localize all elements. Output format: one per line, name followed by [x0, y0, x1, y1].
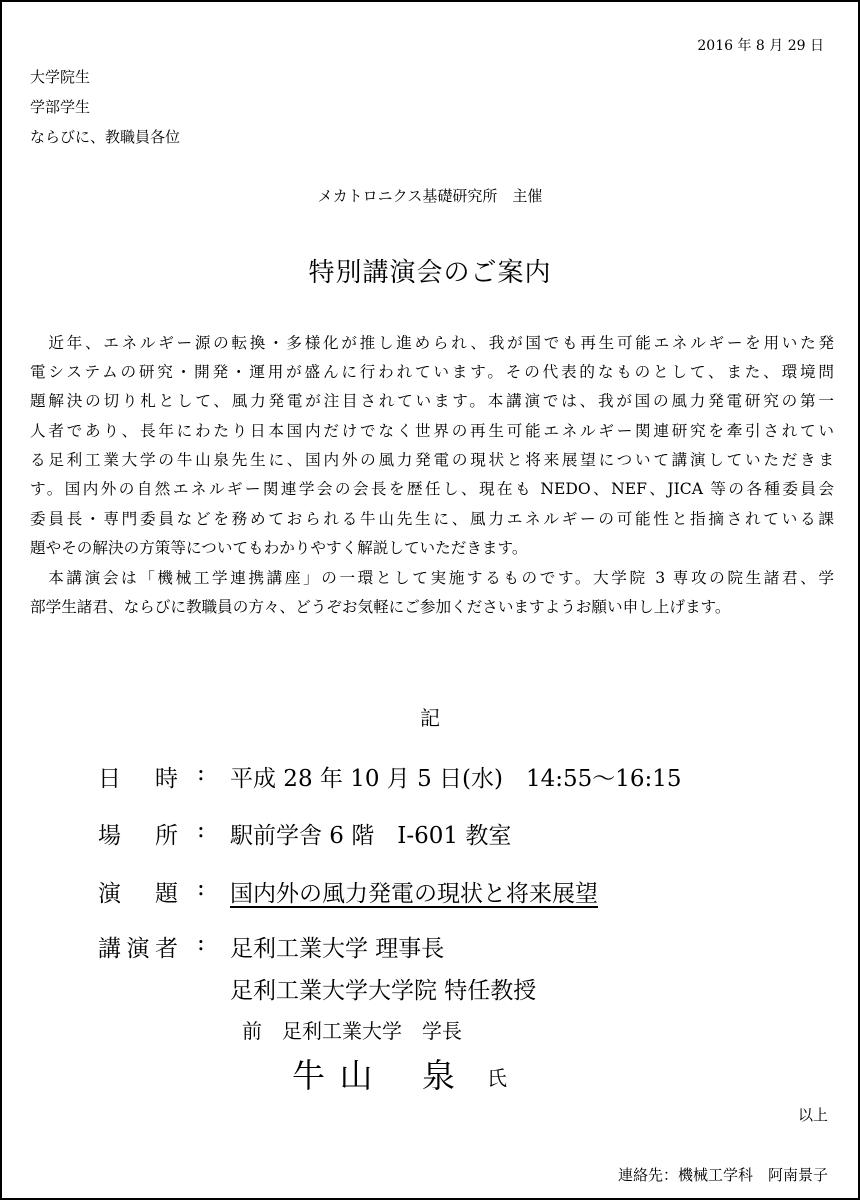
body-text-line: 人者であり、長年にわたり日本国内だけでなく世界の再生可能エネルギー関連研究を牽引されてい [30, 422, 834, 440]
speaker-affiliation: 足利工業大学 理事長 [230, 936, 445, 962]
body-text-line: 近年、エネルギー源の転換・多様化が推し進められ、我が国でも再生可能エネルギーを用いた発 [30, 334, 834, 352]
topic-row [2, 875, 860, 909]
body-text-line: 題解決の切り札として、風力発電が注目されています。本講演では、我が国の風力発電研究の第一 [30, 392, 834, 410]
contact-info: 連絡先：機械工学科 阿南景子 [617, 1166, 828, 1184]
body-text-line: 電システムの研究・開発・運用が盛んに行われています。その代表的なものとして、また、環境問 [30, 363, 834, 381]
body-text-line: 本講演会は「機械工学連携講座」の一環として実施するものです。大学院 3 専攻の院生諸君、学 [30, 569, 834, 587]
speaker-affiliation: 足利工業大学大学院 特任教授 [230, 978, 537, 1004]
colon: : [197, 817, 205, 843]
place-label: 場所 [98, 823, 178, 849]
speaker-row [2, 930, 860, 964]
place-value: 駅前学舎 6 階 I-601 教室 [230, 823, 512, 849]
colon: : [197, 930, 205, 956]
speaker-name: 牛 山 泉 [292, 1056, 457, 1095]
ki-heading: 記 [420, 706, 440, 730]
host-organization: メカトロニクス基礎研究所 主催 [317, 187, 543, 205]
recipient-line: 学部学生 [30, 98, 91, 116]
document-date: 2016 年 8 月 29 日 [697, 38, 824, 54]
body-text-line: 題やその解決の方策等についてもわかりやすく解説していただきます。 [30, 539, 528, 557]
body-text-line: る足利工業大学の牛山泉先生に、国内外の風力発電の現状と将来展望について講演していただきま [30, 451, 834, 469]
datetime-label: 日時 [98, 766, 178, 792]
topic-value: 国内外の風力発電の現状と将来展望 [230, 881, 598, 907]
body-text-line: 委員長・専門委員などを務めておられる牛山先生に、風力エネルギーの可能性と指摘されている課 [30, 510, 834, 528]
recipient-line: 大学院生 [30, 68, 91, 86]
colon: : [197, 760, 205, 786]
colon: : [197, 875, 205, 901]
datetime-value: 平成 28 年 10 月 5 日(水) 14:55～16:15 [230, 766, 682, 792]
place-row [2, 817, 860, 851]
body-text-line: 部学生諸君、ならびに教職員の方々、どうぞお気軽にご参加くださいますようお願い申し上げます。 [30, 598, 731, 616]
datetime-row [2, 760, 860, 794]
speaker-honorific: 氏 [487, 1066, 507, 1090]
topic-label: 演題 [98, 881, 178, 907]
document-title: 特別講演会のご案内 [308, 258, 552, 288]
recipient-line: ならびに、教職員各位 [30, 128, 181, 146]
speaker-label: 講演者 [98, 936, 178, 962]
body-text-line: す。国内外の自然エネルギー関連学会の会長を歴任し、現在も NEDO、NEF、JICA 等の各種委員会 [30, 480, 834, 498]
speaker-former-position: 前 足利工業大学 学長 [242, 1019, 462, 1043]
closing-mark: 以上 [797, 1106, 828, 1124]
